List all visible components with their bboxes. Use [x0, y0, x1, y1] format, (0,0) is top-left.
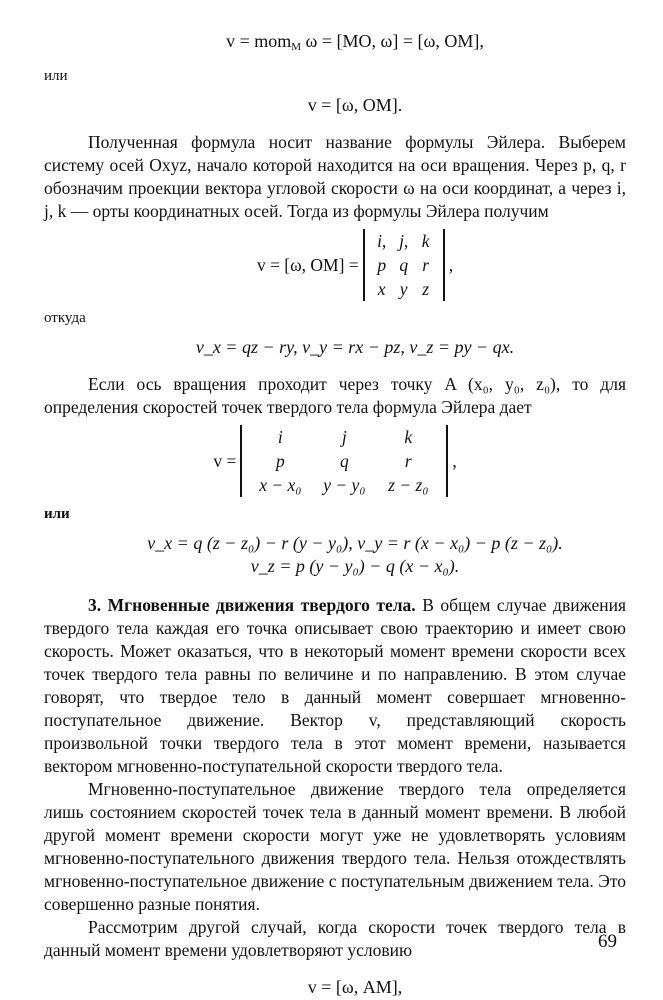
formula-determinant-2: v = i j k p q r x − x₀ y − y₀ z − z₀ , — [213, 427, 457, 495]
formula-determinant-1: v = [ω, OM] = i, j, k p q r x y z , — [256, 231, 454, 299]
determinant-matrix-2: i j k p q r x − x₀ y − y₀ z − z₀ — [240, 425, 448, 497]
paragraph-other-case: Рассмотрим другой случай, когда скорости точек твердого тела в данный момент времени удовлетворяют условию — [44, 917, 626, 960]
formula-euler: v = [ω, OM]. — [307, 95, 403, 115]
formula-components: v_x = qz − ry, v_y = rx − pz, v_z = py − qx. — [195, 337, 515, 357]
paragraph-instant-translational: Мгновенно-поступательное движение твердого тела определяется лишь состоянием скоростей точек тела в данный момент времени. В любой другой момент времени скорости могут уже не удовлетворять условиям мгновенно-поступательного движения твердого тела. Нельзя отождествлять мгновенно-поступательное движение с поступательным движением тела. Это совершенно разные понятия. — [44, 779, 626, 914]
word-or-1: или — [44, 68, 68, 84]
paragraph-euler-intro: Полученная формула носит название формулы Эйлера. Выберем систему осей Oxyz, начало которой находится на оси вращения. Через p, q, r обозначим проекции вектора угловой скорости ω на оси координат, а через i, j, k — орты координатных осей. Тогда из формулы Эйлера получим — [44, 132, 626, 221]
determinant-matrix-1: i, j, k p q r x y z — [363, 229, 445, 301]
paragraph-instant-motion: 3. Мгновенные движения твердого тела. В общем случае движения твердого тела каждая его точка описывает свою траекторию и имеет свою скорость. Может оказаться, что в некоторый момент времени скорости всех точек твердого тела равны по величине и по направлению. В этом случае говорят, что твердое тело в данный момент совершает мгновенно-поступательное движение. Вектор v, представляющий скорость произвольной точки твердого тела в этот момент времени, называется вектором мгновенно-поступательной скорости твердого тела. — [44, 595, 626, 776]
formula-components-2: v_x = q (z − z₀) − r (y − y₀), v_y = r (x − x₀) − p (z − z₀). — [147, 533, 563, 553]
formula-final: v = [ω, AM], — [307, 977, 403, 997]
page-body — [44, 30, 626, 999]
formula-components-3: v_z = p (y − y₀) − q (x − x₀). — [250, 556, 460, 576]
section-heading: 3. Мгновенные движения твердого тела. — [88, 595, 416, 615]
formula-mom: v = mom$_M$ ω = [MO, ω] = [ω, OM], — [226, 31, 484, 53]
paragraph-axis-point: Если ось вращения проходит через точку A (x₀, y₀, z₀), то для определения скоростей точек твердого тела формула Эйлера дает — [44, 374, 626, 417]
word-whence: откуда — [44, 310, 86, 326]
word-or-2: или — [44, 506, 70, 522]
page-number: 69 — [598, 931, 617, 952]
